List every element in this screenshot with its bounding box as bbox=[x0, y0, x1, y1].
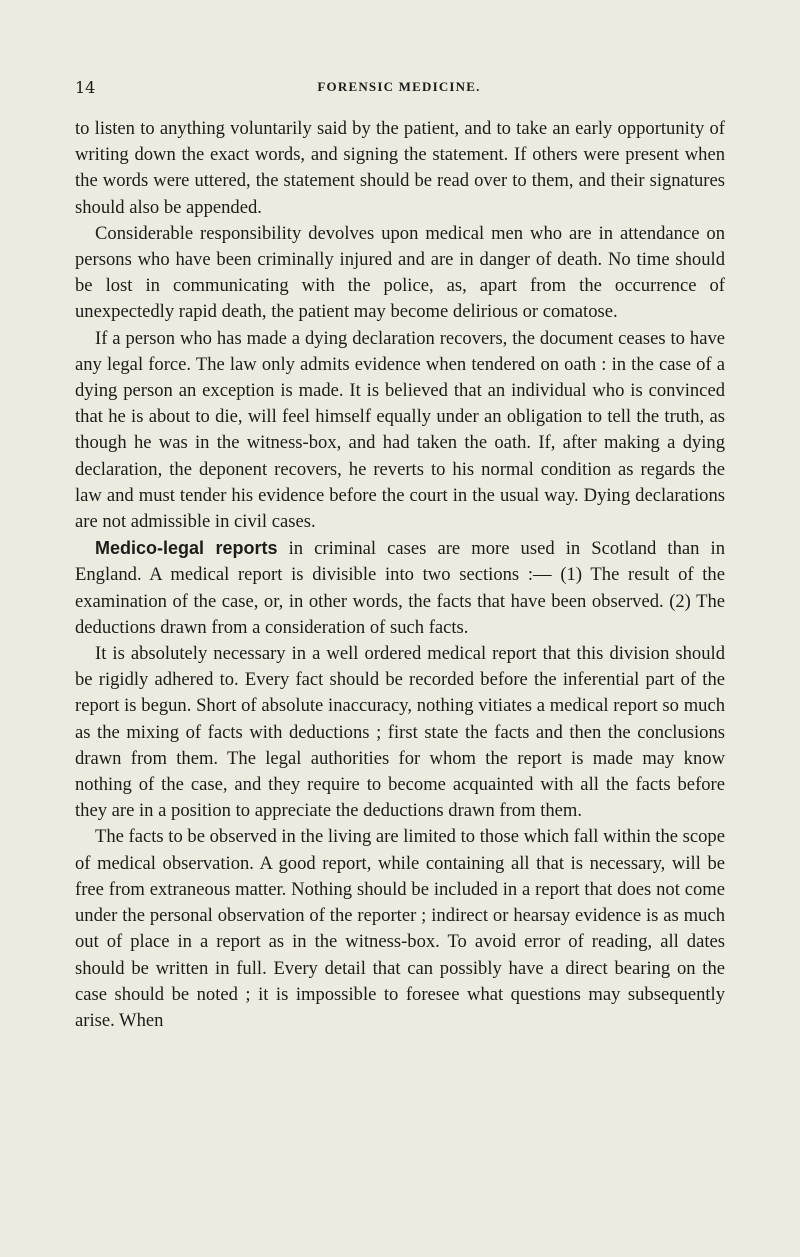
body-text bbox=[75, 116, 725, 1034]
paragraph-recovery: If a person who has made a dying declaration recovers, the document ceases to have any legal force. The law only admits evidence when tendered on oath : in the case of a dying person an exception is made. It is believed that an individual who is convinced that he is about to die, will feel himself equally under an obligation to tell the truth, as though he was in the witness-box, and had taken the oath. If, after making a dying declaration, the deponent recovers, he reverts to his normal condition as regards the law and must tender his evidence before the court in the usual way. Dying declarations are not admissible in civil cases. bbox=[75, 327, 725, 533]
running-head: FORENSIC MEDICINE. bbox=[317, 79, 481, 94]
section-text: in criminal cases are more used in Scotland than in England. A medical report is divisible into two sections :— (1) The result of the examination of the case, or, in other words, the facts that have been observed. (2) The deductions drawn from a consideration of such facts. bbox=[75, 538, 725, 638]
paragraph-division: It is absolutely necessary in a well ordered medical report that this division should be rigidly adhered to. Every fact should be recorded before the inferential part of the report is begun. Short of absolute inaccuracy, nothing vitiates a medical report so much as the mixing of facts with deductions ; first state the facts and then the conclusions drawn from them. The legal authorities for whom the report is made may know nothing of the case, and they require to become acquainted with all the facts before they are in a position to appreciate the deductions drawn from them. bbox=[75, 643, 725, 822]
paragraph-continued: to listen to anything voluntarily said by the patient, and to take an early opportunity of writing down the exact words, and signing the statement. If others were present when the words were uttered, the statement should be read over to them, and their signatures should also be appended. bbox=[75, 118, 725, 218]
paragraph-responsibility: Considerable responsibility devolves upon medical men who are in attendance on persons who have been criminally injured and are in danger of death. No time should be lost in communicating with the police, as, apart from the occurrence of unexpectedly rapid death, the patient may become delirious or comatose. bbox=[75, 222, 725, 323]
section-heading: Medico-legal reports bbox=[95, 538, 278, 559]
paragraph-medico-legal-reports bbox=[75, 535, 725, 641]
paragraph-facts: The facts to be observed in the living are limited to those which fall within the scope of medical observation. A good report, while containing all that is necessary, will be free from extraneous matter. Nothing should be included in a report that does not come under the personal observation of the reporter ; indirect or hearsay evidence is as much out of place in a report as in the witness-box. To avoid error of reading, all dates should be written in full. Every detail that can possibly have a direct bearing on the case should be noted ; it is impossible to foresee what questions may subsequently arise. When bbox=[75, 826, 725, 1031]
page-header bbox=[73, 78, 725, 102]
page-number: 14 bbox=[75, 78, 96, 97]
